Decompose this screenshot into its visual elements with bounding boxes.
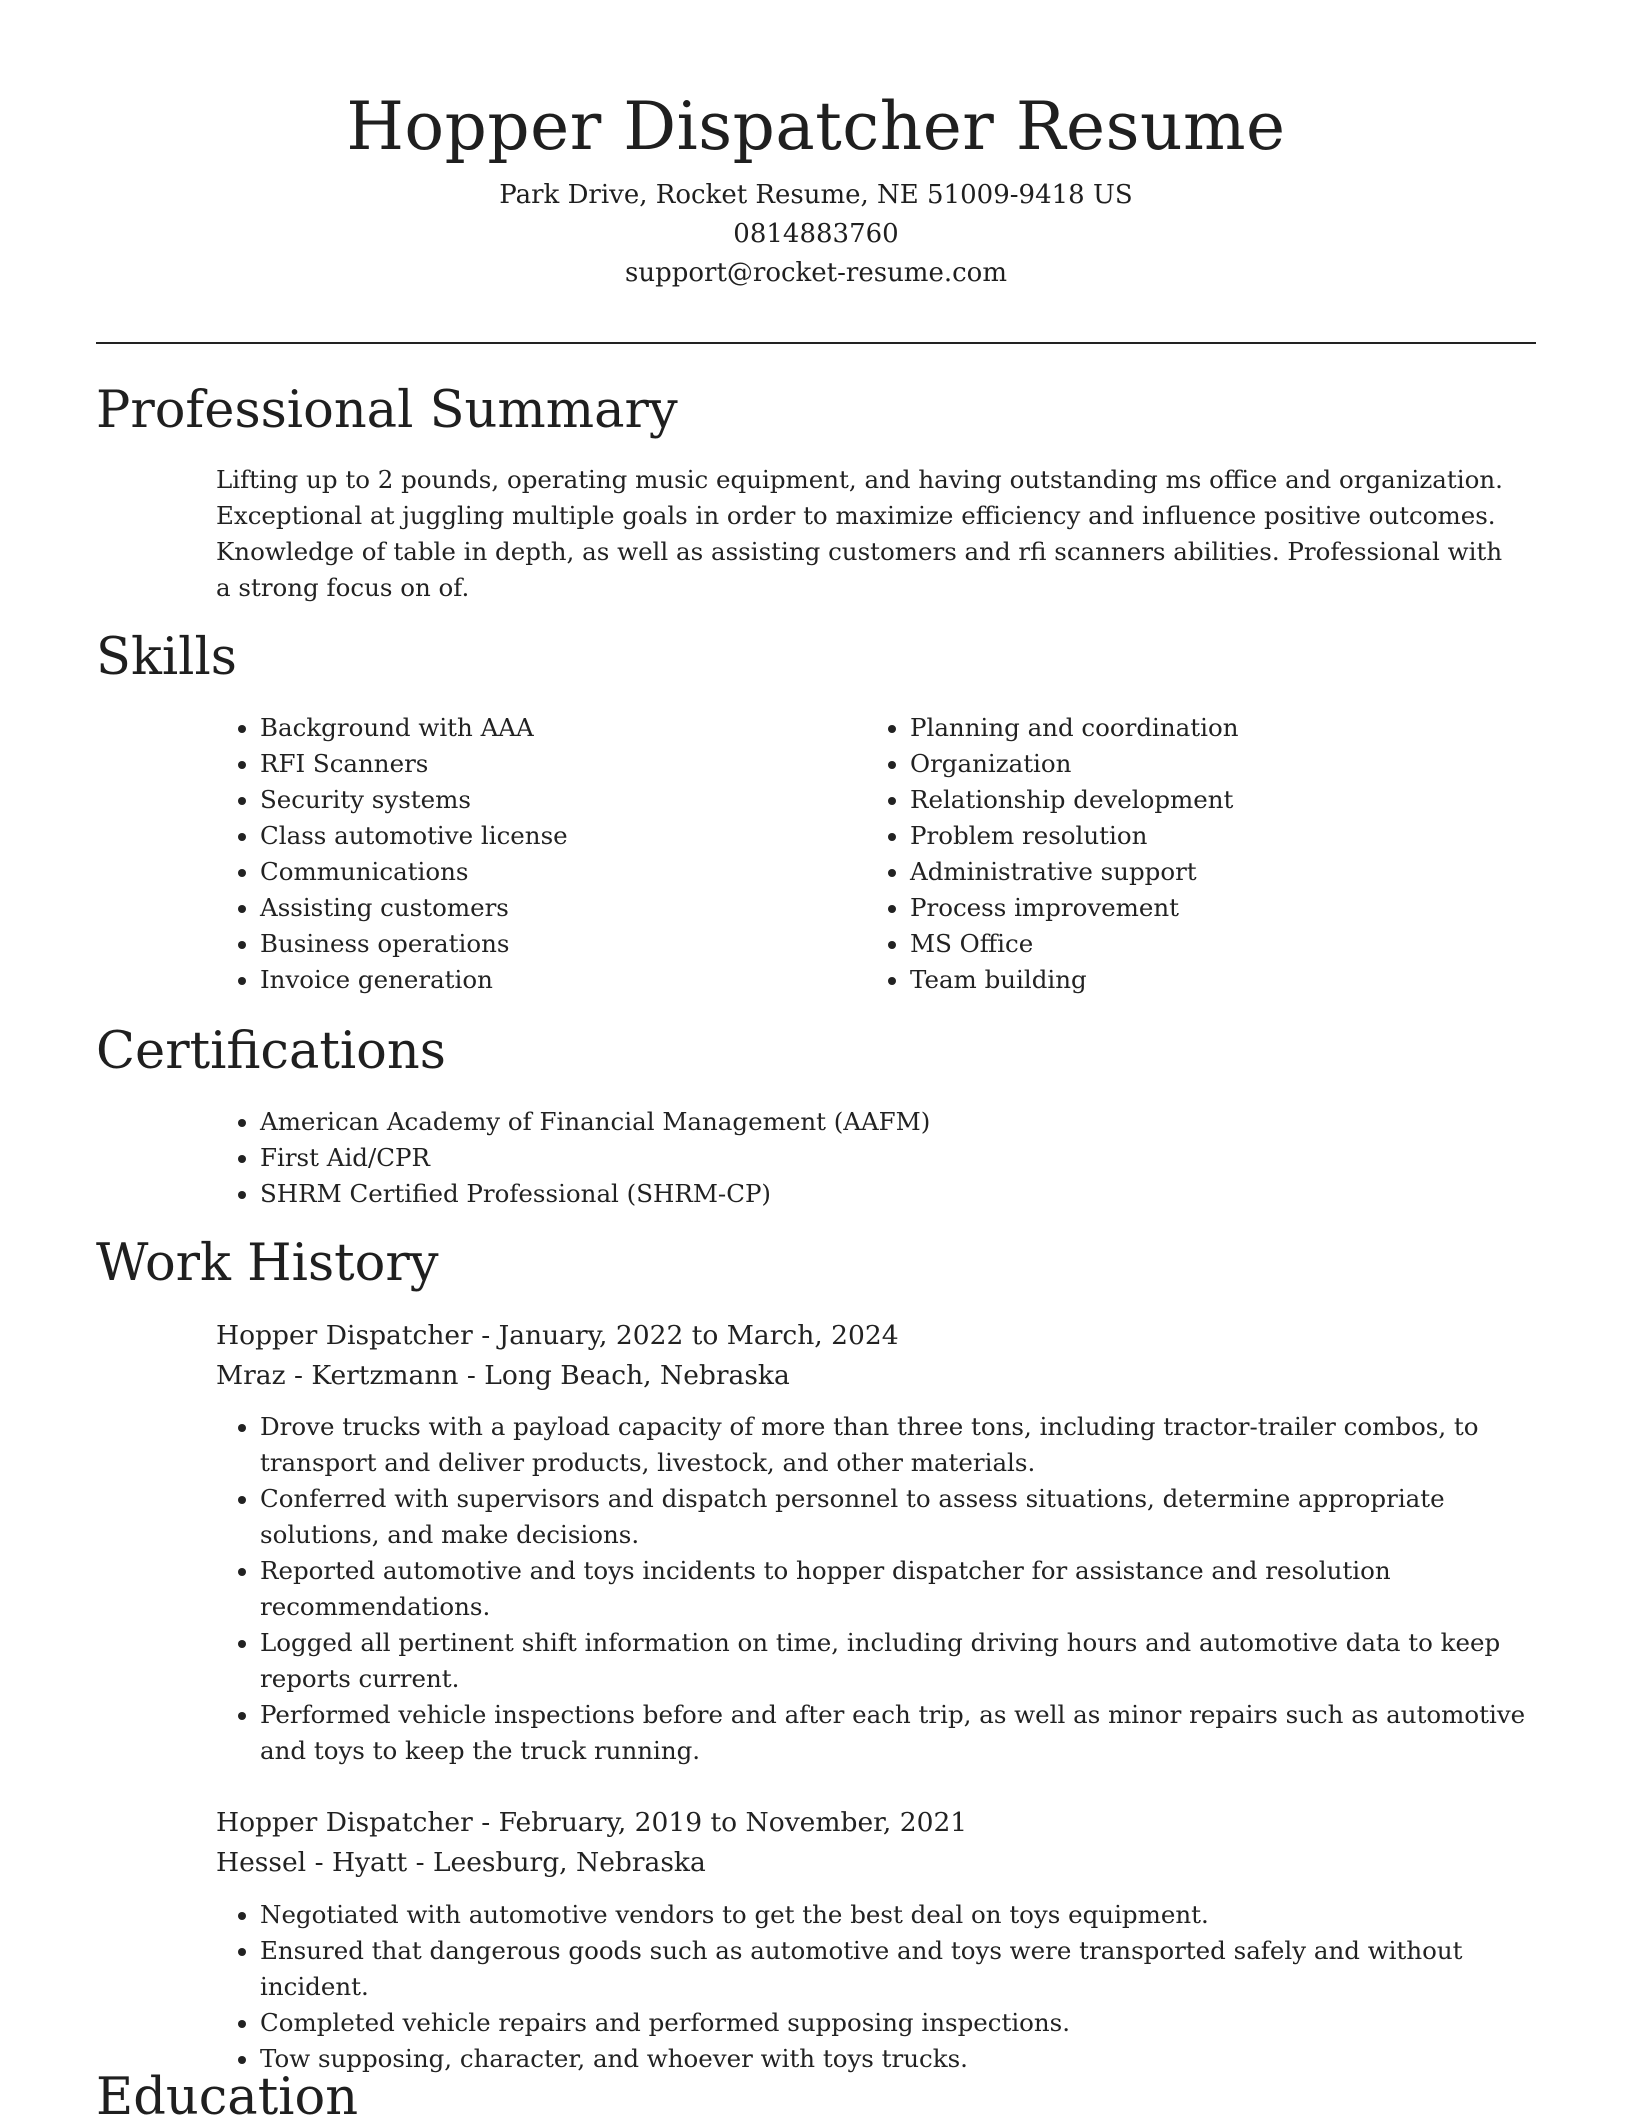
contact-phone: 0814883760 [733,219,899,249]
skill-item: • MS Office [910,926,1550,962]
skill-item: • Organization [910,746,1550,782]
contact-address: Park Drive, Rocket Resume, NE 51009-9418 US [499,180,1133,210]
skill-item: • Problem resolution [910,818,1550,854]
section-title-skills: Skills [96,628,237,687]
job-bullets [216,1897,1570,2077]
job-company: Hessel - Hyatt [216,1847,408,1878]
job-bullets [216,1409,1570,1769]
contact-block [0,176,1632,293]
job-role: Hopper Dispatcher [216,1320,473,1351]
section-title-education: Education [96,2068,359,2127]
section-title-certifications: Certifications [96,1022,446,1081]
job-company-line: Mraz - Kertzmann - Long Beach, Nebraska [216,1360,790,1391]
certification-item: • First Aid/CPR [260,1140,1560,1176]
job-header [216,1803,1516,1883]
skill-item: • Process improvement [910,890,1550,926]
job-location: Long Beach, Nebraska [484,1360,790,1391]
job-bullet: • Completed vehicle repairs and performed supposing inspections. [260,2005,1570,2041]
job-company: Mraz - Kertzmann [216,1360,459,1391]
header-divider [96,342,1536,344]
job-bullet: • Reported automotive and toys incidents to hopper dispatcher for assistance and resolution recommendations. [260,1553,1570,1625]
skill-item: • Assisting customers [260,890,860,926]
job-bullet: • Conferred with supervisors and dispatch personnel to assess situations, determine appropriate solutions, and make decisions. [260,1481,1570,1553]
job-bullet: • Ensured that dangerous goods such as automotive and toys were transported safely and without incident. [260,1933,1570,2005]
resume-title: Hopper Dispatcher Resume [346,88,1286,165]
skill-item: • Administrative support [910,854,1550,890]
section-title-work-history: Work History [96,1234,439,1293]
job-dates: February, 2019 to November, 2021 [498,1807,968,1838]
skill-item: • Team building [910,962,1550,998]
certification-item: • American Academy of Financial Management (AAFM) [260,1104,1560,1140]
job-bullet: • Logged all pertinent shift information on time, including driving hours and automotive data to keep reports current. [260,1625,1570,1697]
job-bullet: • Tow supposing, character, and whoever with toys trucks. [260,2041,1570,2077]
skill-item: • Planning and coordination [910,710,1550,746]
job-bullet: • Performed vehicle inspections before and after each trip, as well as minor repairs such as automotive and toys to keep the truck running. [260,1697,1570,1769]
job-dates: January, 2022 to March, 2024 [498,1320,899,1351]
section-title-summary: Professional Summary [96,381,678,440]
job-bullet: • Drove trucks with a payload capacity of more than three tons, including tractor-trailer combos, to transport and deliver products, livestock, and other materials. [260,1409,1570,1481]
skills-list-left [216,710,860,998]
job-company-line: Hessel - Hyatt - Leesburg, Nebraska [216,1847,706,1878]
resume-header [0,84,1632,293]
skill-item: • Background with AAA [260,710,860,746]
skill-item: • Relationship development [910,782,1550,818]
certifications-list [216,1104,1560,1212]
skill-item: • Invoice generation [260,962,860,998]
skill-item: • Security systems [260,782,860,818]
job-role-line: Hopper Dispatcher - January, 2022 to March, 2024 [216,1320,899,1351]
job-bullet: • Negotiated with automotive vendors to get the best deal on toys equipment. [260,1897,1570,1933]
job-location: Leesburg, Nebraska [432,1847,706,1878]
job-header [216,1316,1516,1396]
job-role: Hopper Dispatcher [216,1807,473,1838]
contact-email: support@rocket-resume.com [624,258,1007,288]
skill-item: • Class automotive license [260,818,860,854]
job-role-line: Hopper Dispatcher - February, 2019 to November, 2021 [216,1807,968,1838]
skill-item: • Business operations [260,926,860,962]
skill-item: • Communications [260,854,860,890]
summary-text: Lifting up to 2 pounds, operating music equipment, and having outstanding ms office and organization. Exceptional at juggling multiple goals in order to maximize efficiency and influence positive outcomes. Knowledge of table in depth, as well as assisting customers and rfi scanners abilities. Professional with a strong focus on of. [216,465,1503,602]
certification-item: • SHRM Certified Professional (SHRM-CP) [260,1176,1560,1212]
skill-item: • RFI Scanners [260,746,860,782]
skills-list-right [866,710,1550,998]
